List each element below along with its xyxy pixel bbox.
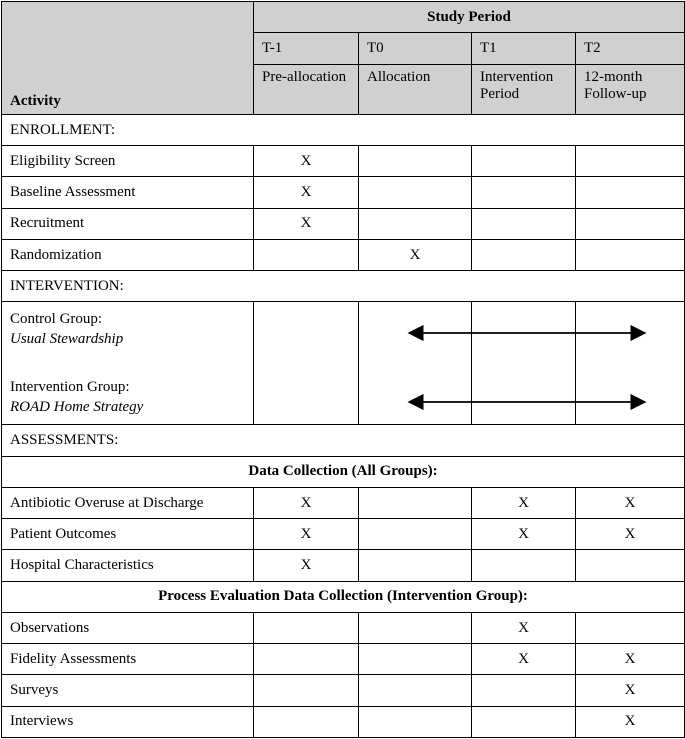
x-mark: X bbox=[300, 494, 312, 511]
cell-t2 bbox=[576, 146, 685, 177]
cell-t0 bbox=[359, 706, 472, 737]
activity-label: Eligibility Screen bbox=[2, 146, 254, 177]
section-data-collection: Data Collection (All Groups): bbox=[2, 456, 685, 487]
section-row-intervention bbox=[2, 271, 685, 302]
period-label-pre-allocation: Pre-allocation bbox=[254, 64, 359, 114]
activity-label: Baseline Assessment bbox=[2, 177, 254, 208]
activity-label: Interviews bbox=[2, 706, 254, 737]
cell-t2 bbox=[576, 706, 685, 737]
section-row-process-evaluation bbox=[2, 581, 685, 612]
x-mark: X bbox=[518, 494, 529, 511]
period-code-t0: T0 bbox=[359, 33, 472, 64]
intervention-row bbox=[2, 302, 685, 425]
cell-t1 bbox=[472, 612, 576, 643]
cell-t-1 bbox=[254, 675, 359, 706]
x-mark: X bbox=[300, 215, 312, 232]
activity-header: Activity bbox=[2, 2, 254, 115]
period-code-t1: T1 bbox=[472, 33, 576, 64]
cell-t1 bbox=[472, 675, 576, 706]
cell-t2 bbox=[576, 239, 685, 270]
intervention-cell-t1 bbox=[472, 302, 576, 425]
period-code-t-1: T-1 bbox=[254, 33, 359, 64]
activity-label: Antibiotic Overuse at Discharge bbox=[2, 487, 254, 518]
cell-t0 bbox=[359, 675, 472, 706]
x-mark: X bbox=[624, 525, 636, 542]
table-row-antibiotic-overuse-at-discharge bbox=[2, 487, 685, 518]
control-group-label: Control Group: bbox=[10, 311, 103, 328]
section-assessments: ASSESSMENTS: bbox=[2, 425, 685, 456]
table-row-randomization bbox=[2, 239, 685, 270]
x-mark: X bbox=[300, 557, 312, 574]
x-mark: X bbox=[300, 525, 312, 542]
table-row-eligibility-screen bbox=[2, 146, 685, 177]
period-label-follow-up: 12-month Follow-up bbox=[576, 64, 685, 114]
cell-t-1 bbox=[254, 706, 359, 737]
cell-t1 bbox=[472, 519, 576, 550]
intervention-cell-t2 bbox=[576, 302, 685, 425]
cell-t-1 bbox=[254, 519, 359, 550]
cell-t-1 bbox=[254, 644, 359, 675]
intervention-group-label: Intervention Group: bbox=[10, 379, 130, 396]
cell-t0 bbox=[359, 612, 472, 643]
table-row-fidelity-assessments bbox=[2, 644, 685, 675]
table-row-recruitment bbox=[2, 208, 685, 239]
x-mark: X bbox=[300, 184, 312, 201]
activity-label: Recruitment bbox=[2, 208, 254, 239]
section-row-enrollment bbox=[2, 114, 685, 145]
x-mark: X bbox=[518, 525, 529, 542]
table-row-hospital-characteristics bbox=[2, 550, 685, 581]
intervention-group-name: ROAD Home Strategy bbox=[10, 399, 144, 416]
study-period-header: Study Period bbox=[254, 2, 685, 33]
header-row-study-period bbox=[2, 2, 685, 33]
activity-label: Fidelity Assessments bbox=[2, 644, 254, 675]
x-mark: X bbox=[624, 682, 636, 699]
x-mark: X bbox=[518, 619, 529, 636]
section-process-evaluation: Process Evaluation Data Collection (Intervention Group): bbox=[2, 581, 685, 612]
cell-t2 bbox=[576, 208, 685, 239]
cell-t0 bbox=[359, 644, 472, 675]
table-row-surveys bbox=[2, 675, 685, 706]
cell-t0 bbox=[359, 519, 472, 550]
activity-label: Observations bbox=[2, 612, 254, 643]
cell-t1 bbox=[472, 239, 576, 270]
cell-t0 bbox=[359, 239, 472, 270]
period-code-t2: T2 bbox=[576, 33, 685, 64]
cell-t-1 bbox=[254, 208, 359, 239]
x-mark: X bbox=[300, 152, 312, 169]
cell-t-1 bbox=[254, 550, 359, 581]
cell-t1 bbox=[472, 146, 576, 177]
cell-t1 bbox=[472, 706, 576, 737]
table-row-baseline-assessment bbox=[2, 177, 685, 208]
cell-t2 bbox=[576, 177, 685, 208]
cell-t0 bbox=[359, 177, 472, 208]
table-row-patient-outcomes bbox=[2, 519, 685, 550]
cell-t0 bbox=[359, 146, 472, 177]
x-mark: X bbox=[624, 650, 636, 667]
x-mark: X bbox=[518, 650, 529, 667]
section-row-data-collection bbox=[2, 456, 685, 487]
period-label-allocation: Allocation bbox=[359, 64, 472, 114]
cell-t2 bbox=[576, 675, 685, 706]
section-row-assessments bbox=[2, 425, 685, 456]
table-row-observations bbox=[2, 612, 685, 643]
section-enrollment: ENROLLMENT: bbox=[2, 114, 685, 145]
cell-t2 bbox=[576, 487, 685, 518]
intervention-cell-t-1 bbox=[254, 302, 359, 425]
spirit-schedule-table bbox=[1, 1, 685, 738]
cell-t2 bbox=[576, 644, 685, 675]
cell-t-1 bbox=[254, 146, 359, 177]
activity-label: Patient Outcomes bbox=[2, 519, 254, 550]
period-label-intervention-period: Intervention Period bbox=[472, 64, 576, 114]
cell-t1 bbox=[472, 550, 576, 581]
cell-t-1 bbox=[254, 487, 359, 518]
cell-t0 bbox=[359, 208, 472, 239]
cell-t1 bbox=[472, 644, 576, 675]
section-intervention: INTERVENTION: bbox=[2, 271, 685, 302]
cell-t2 bbox=[576, 519, 685, 550]
cell-t0 bbox=[359, 487, 472, 518]
x-mark: X bbox=[409, 246, 421, 263]
activity-label: Surveys bbox=[2, 675, 254, 706]
x-mark: X bbox=[624, 713, 636, 730]
cell-t2 bbox=[576, 612, 685, 643]
activity-label: Randomization bbox=[2, 239, 254, 270]
intervention-cell-t0 bbox=[359, 302, 472, 425]
cell-t-1 bbox=[254, 177, 359, 208]
intervention-groups-cell bbox=[2, 302, 254, 425]
cell-t-1 bbox=[254, 239, 359, 270]
cell-t2 bbox=[576, 550, 685, 581]
cell-t1 bbox=[472, 487, 576, 518]
cell-t1 bbox=[472, 177, 576, 208]
cell-t-1 bbox=[254, 612, 359, 643]
control-group-name: Usual Stewardship bbox=[10, 331, 124, 348]
x-mark: X bbox=[624, 494, 636, 511]
table-row-interviews bbox=[2, 706, 685, 737]
cell-t1 bbox=[472, 208, 576, 239]
cell-t0 bbox=[359, 550, 472, 581]
activity-label: Hospital Characteristics bbox=[2, 550, 254, 581]
